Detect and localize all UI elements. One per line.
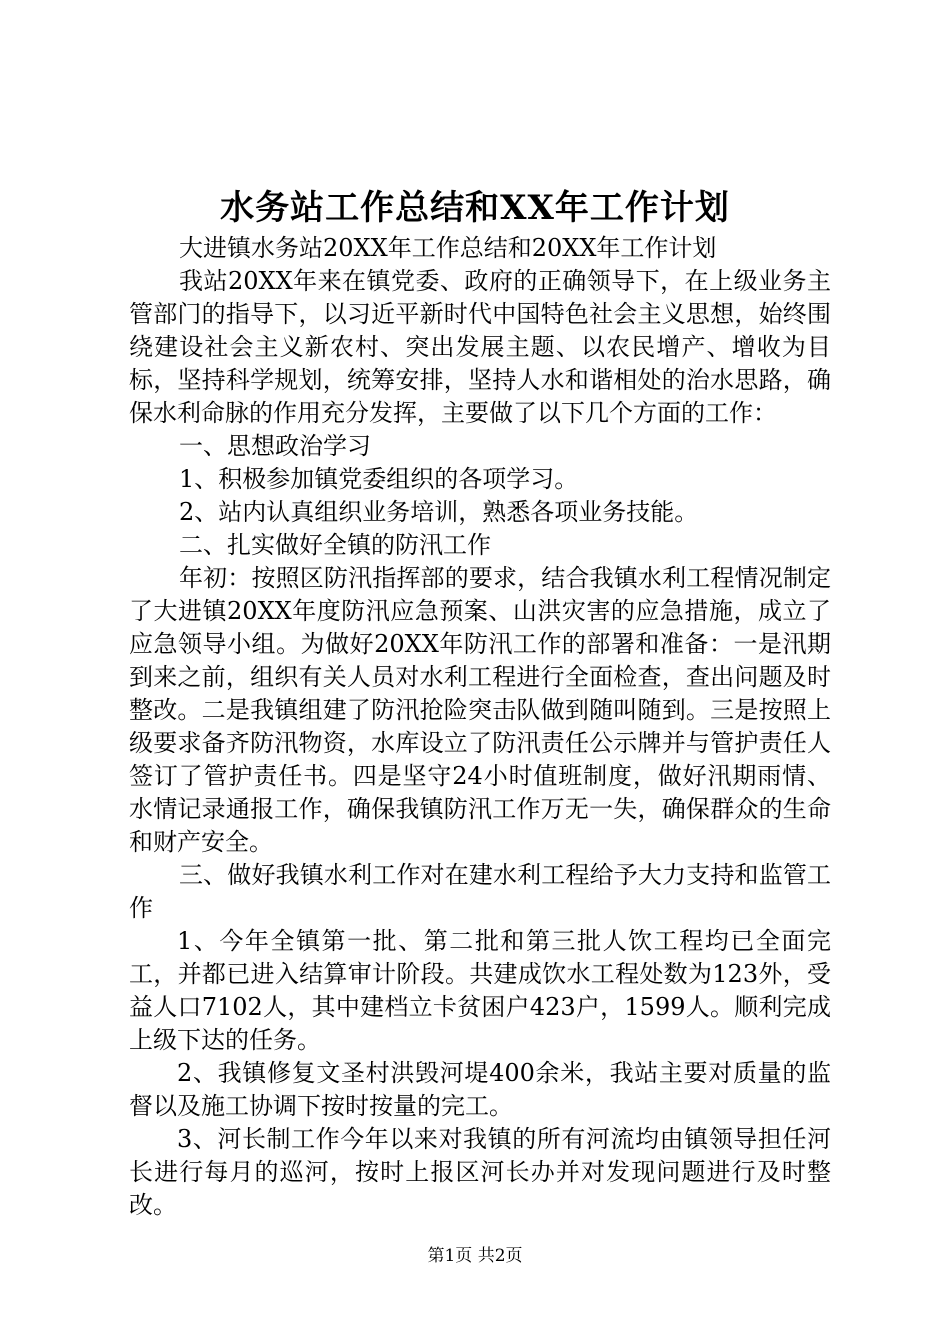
document-body [129, 232, 831, 1222]
list-item: 1、积极参加镇党委组织的各项学习。 [179, 465, 579, 493]
subtitle-paragraph: 大进镇水务站20XX年工作总结和20XX年工作计划 [179, 234, 717, 262]
list-item: 2、我镇修复文圣村洪毁河堤400余米，我站主要对质量的监督以及施工协调下按时按量的完工。 [129, 1059, 831, 1120]
list-item: 1、今年全镇第一批、第二批和第三批人饮工程均已全面完工，并都已进入结算审计阶段。共建成饮水工程处数为123外，受益人口7102人，其中建档立卡贫困户423户，1599人。顺利完成上级下达的任务。 [129, 927, 831, 1054]
list-item: 2、站内认真组织业务培训，熟悉各项业务技能。 [179, 498, 699, 526]
page-footer: 第1页 共2页 [427, 1246, 523, 1266]
section-heading-2: 二、扎实做好全镇的防汛工作 [179, 531, 491, 559]
flood-control-paragraph: 年初：按照区防汛指挥部的要求，结合我镇水利工程情况制定了大进镇20XX年度防汛应急预案、山洪灾害的应急措施，成立了应急领导小组。为做好20XX年防汛工作的部署和准备：一是汛期到来之前，组织有关人员对水利工程进行全面检查，查出问题及时整改。二是我镇组建了防汛抢险突击队做到随叫随到。三是按照上级要求备齐防汛物资，水库设立了防汛责任公示牌并与管护责任人签订了管护责任书。四是坚守24小时值班制度，做好汛期雨情、水情记录通报工作，确保我镇防汛工作万无一失，确保群众的生命和财产安全。 [129, 564, 831, 856]
intro-paragraph: 我站20XX年来在镇党委、政府的正确领导下，在上级业务主管部门的指导下，以习近平新时代中国特色社会主义思想，始终围绕建设社会主义新农村、突出发展主题、以农民增产、增收为目标，坚持科学规划，统筹安排，坚持人水和谐相处的治水思路，确保水利命脉的作用充分发挥，主要做了以下几个方面的工作： [129, 267, 831, 427]
section-heading-3: 三、做好我镇水利工作对在建水利工程给予大力支持和监管工作 [129, 861, 831, 922]
list-item: 3、河长制工作今年以来对我镇的所有河流均由镇领导担任河长进行每月的巡河，按时上报区河长办并对发现问题进行及时整改。 [129, 1125, 831, 1219]
section-heading-1: 一、思想政治学习 [179, 432, 371, 460]
document-title: 水务站工作总结和XX年工作计划 [220, 188, 730, 228]
